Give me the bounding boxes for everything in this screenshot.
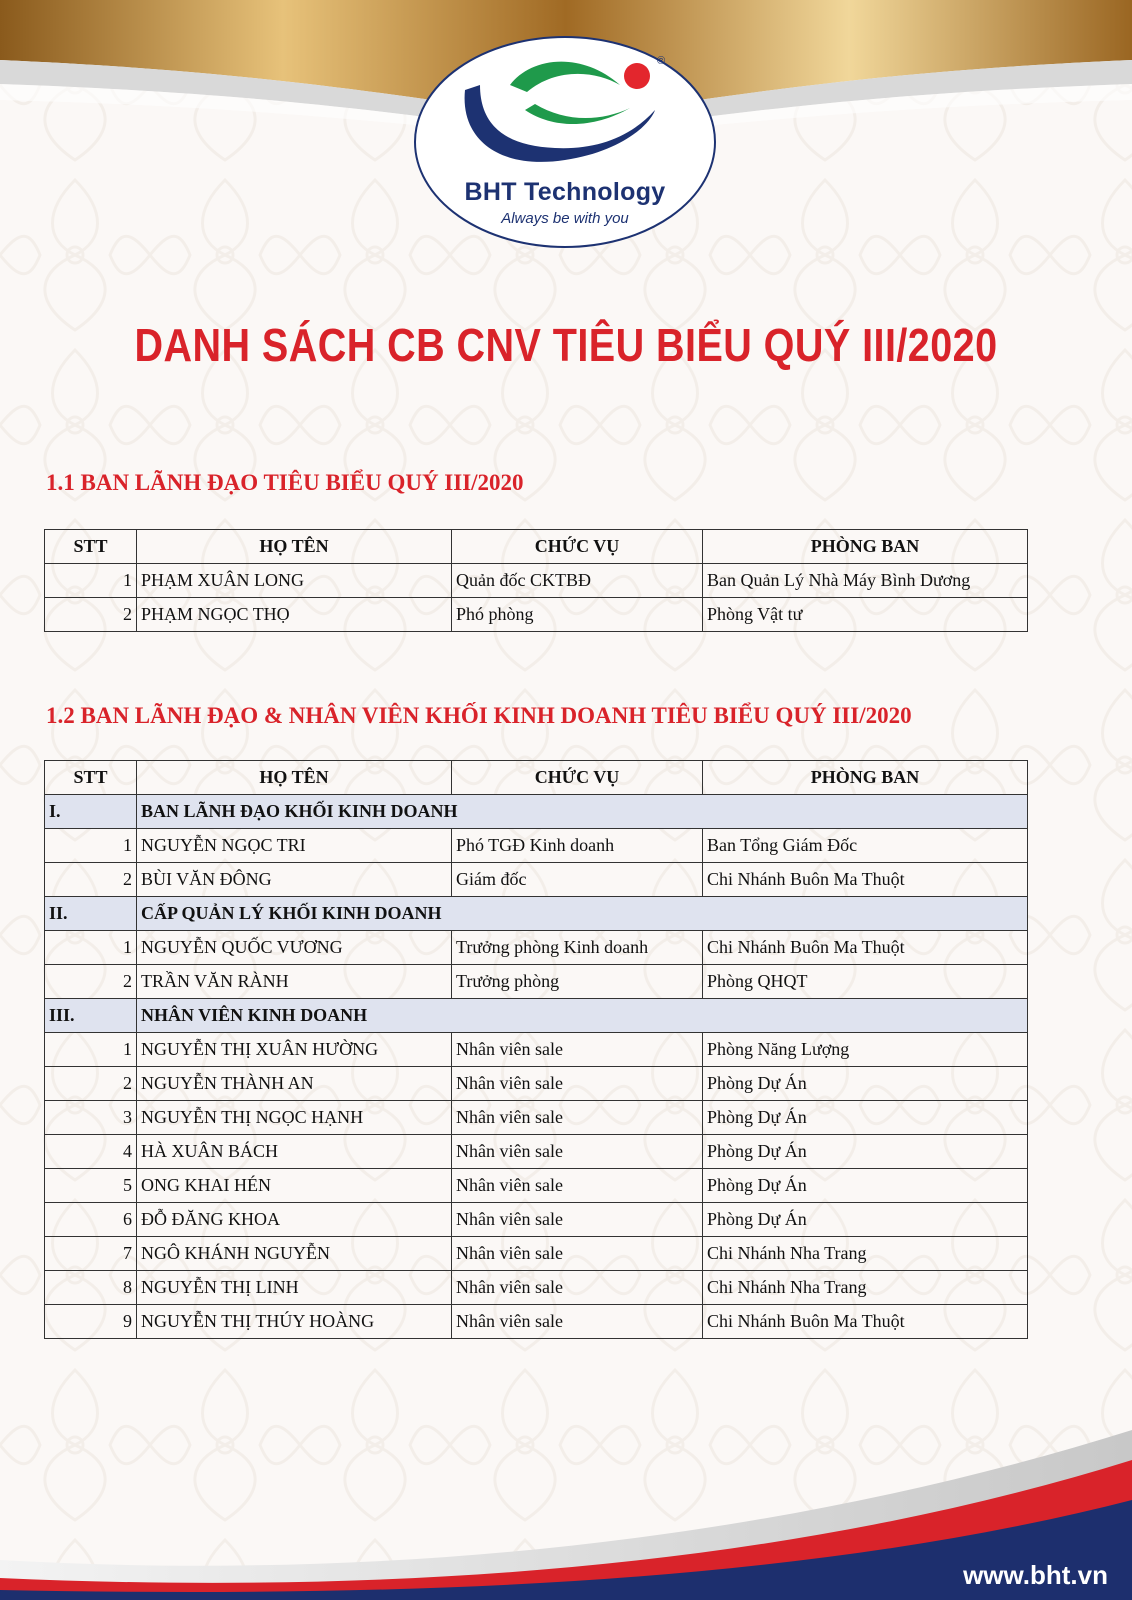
cell-dept: Phòng Dự Án bbox=[703, 1101, 1028, 1135]
cell-role: Nhân viên sale bbox=[452, 1169, 703, 1203]
group-title: CẤP QUẢN LÝ KHỐI KINH DOANH bbox=[137, 897, 1028, 931]
cell-dept: Phòng Dự Án bbox=[703, 1067, 1028, 1101]
cell-dept: Chi Nhánh Nha Trang bbox=[703, 1237, 1028, 1271]
section2-heading: 1.2 BAN LÃNH ĐẠO & NHÂN VIÊN KHỐI KINH DOANH TIÊU BIỂU QUÝ III/2020 bbox=[46, 703, 912, 728]
company-logo bbox=[405, 30, 725, 255]
cell-dept: Phòng Dự Án bbox=[703, 1203, 1028, 1237]
cell-name: TRẦN VĂN RÀNH bbox=[137, 965, 452, 999]
website-link[interactable]: www.bht.vn bbox=[963, 1560, 1108, 1590]
group-title: NHÂN VIÊN KINH DOANH bbox=[137, 999, 1028, 1033]
group-row bbox=[45, 897, 1028, 931]
cell-name: PHẠM XUÂN LONG bbox=[137, 564, 452, 598]
cell-stt: 2 bbox=[45, 965, 137, 999]
col-header-name: HỌ TÊN bbox=[137, 530, 452, 564]
cell-role: Nhân viên sale bbox=[452, 1203, 703, 1237]
table-header-row bbox=[45, 530, 1028, 564]
cell-name: NGUYỄN THÀNH AN bbox=[137, 1067, 452, 1101]
group-roman: III. bbox=[45, 999, 137, 1033]
col-header-dept: PHÒNG BAN bbox=[703, 761, 1028, 795]
cell-stt: 1 bbox=[45, 1033, 137, 1067]
cell-role: Nhân viên sale bbox=[452, 1305, 703, 1339]
cell-stt: 2 bbox=[45, 598, 137, 632]
table-row bbox=[45, 598, 1028, 632]
cell-role: Quản đốc CKTBĐ bbox=[452, 564, 703, 598]
page-title: DANH SÁCH CB CNV TIÊU BIỂU QUÝ III/2020 bbox=[134, 319, 998, 371]
table-row bbox=[45, 1101, 1028, 1135]
table-row bbox=[45, 564, 1028, 598]
cell-stt: 2 bbox=[45, 1067, 137, 1101]
logo-name: BHT Technology bbox=[464, 178, 666, 206]
cell-dept: Chi Nhánh Buôn Ma Thuột bbox=[703, 1305, 1028, 1339]
table-row bbox=[45, 829, 1028, 863]
cell-stt: 4 bbox=[45, 1135, 137, 1169]
table-row bbox=[45, 1237, 1028, 1271]
cell-stt: 5 bbox=[45, 1169, 137, 1203]
cell-name: NGUYỄN THỊ NGỌC HẠNH bbox=[137, 1101, 452, 1135]
cell-dept: Ban Quản Lý Nhà Máy Bình Dương bbox=[703, 564, 1028, 598]
table-row bbox=[45, 1067, 1028, 1101]
section1-table bbox=[44, 529, 1028, 632]
cell-role: Nhân viên sale bbox=[452, 1033, 703, 1067]
cell-stt: 8 bbox=[45, 1271, 137, 1305]
cell-role: Phó TGĐ Kinh doanh bbox=[452, 829, 703, 863]
cell-dept: Chi Nhánh Nha Trang bbox=[703, 1271, 1028, 1305]
col-header-role: CHỨC VỤ bbox=[452, 530, 703, 564]
cell-role: Trưởng phòng bbox=[452, 965, 703, 999]
table-row bbox=[45, 1305, 1028, 1339]
table-header-row bbox=[45, 761, 1028, 795]
table-row bbox=[45, 1169, 1028, 1203]
cell-stt: 9 bbox=[45, 1305, 137, 1339]
table-row bbox=[45, 863, 1028, 897]
cell-dept: Ban Tổng Giám Đốc bbox=[703, 829, 1028, 863]
cell-role: Giám đốc bbox=[452, 863, 703, 897]
cell-name: NGUYỄN THỊ THÚY HOÀNG bbox=[137, 1305, 452, 1339]
cell-name: NGUYỄN THỊ XUÂN HƯỜNG bbox=[137, 1033, 452, 1067]
group-roman: I. bbox=[45, 795, 137, 829]
cell-stt: 2 bbox=[45, 863, 137, 897]
cell-role: Nhân viên sale bbox=[452, 1237, 703, 1271]
table-row bbox=[45, 965, 1028, 999]
cell-stt: 1 bbox=[45, 931, 137, 965]
cell-stt: 7 bbox=[45, 1237, 137, 1271]
cell-dept: Phòng QHQT bbox=[703, 965, 1028, 999]
cell-stt: 1 bbox=[45, 829, 137, 863]
cell-name: ĐỖ ĐĂNG KHOA bbox=[137, 1203, 452, 1237]
table-row bbox=[45, 1203, 1028, 1237]
cell-name: NGÔ KHÁNH NGUYỄN bbox=[137, 1237, 452, 1271]
table-row bbox=[45, 1033, 1028, 1067]
cell-role: Nhân viên sale bbox=[452, 1271, 703, 1305]
section2-table bbox=[44, 760, 1028, 1339]
cell-name: NGUYỄN NGỌC TRI bbox=[137, 829, 452, 863]
cell-role: Nhân viên sale bbox=[452, 1135, 703, 1169]
cell-dept: Chi Nhánh Buôn Ma Thuột bbox=[703, 931, 1028, 965]
cell-role: Nhân viên sale bbox=[452, 1101, 703, 1135]
cell-name: NGUYỄN QUỐC VƯƠNG bbox=[137, 931, 452, 965]
logo-tagline: Always be with you bbox=[501, 210, 629, 227]
cell-dept: Phòng Dự Án bbox=[703, 1169, 1028, 1203]
table-row bbox=[45, 1135, 1028, 1169]
cell-name: NGUYỄN THỊ LINH bbox=[137, 1271, 452, 1305]
group-row bbox=[45, 999, 1028, 1033]
group-roman: II. bbox=[45, 897, 137, 931]
col-header-dept: PHÒNG BAN bbox=[703, 530, 1028, 564]
cell-dept: Chi Nhánh Buôn Ma Thuột bbox=[703, 863, 1028, 897]
cell-name: BÙI VĂN ĐÔNG bbox=[137, 863, 452, 897]
col-header-stt: STT bbox=[45, 530, 137, 564]
cell-name: PHẠM NGỌC THỌ bbox=[137, 598, 452, 632]
table-row bbox=[45, 931, 1028, 965]
col-header-name: HỌ TÊN bbox=[137, 761, 452, 795]
cell-role: Phó phòng bbox=[452, 598, 703, 632]
cell-stt: 6 bbox=[45, 1203, 137, 1237]
group-row bbox=[45, 795, 1028, 829]
col-header-stt: STT bbox=[45, 761, 137, 795]
col-header-role: CHỨC VỤ bbox=[452, 761, 703, 795]
cell-role: Nhân viên sale bbox=[452, 1067, 703, 1101]
cell-name: ONG KHAI HÉN bbox=[137, 1169, 452, 1203]
section1-heading: 1.1 BAN LÃNH ĐẠO TIÊU BIỂU QUÝ III/2020 bbox=[46, 470, 524, 495]
group-title: BAN LÃNH ĐẠO KHỐI KINH DOANH bbox=[137, 795, 1028, 829]
cell-dept: Phòng Vật tư bbox=[703, 598, 1028, 632]
table-row bbox=[45, 1271, 1028, 1305]
cell-name: HÀ XUÂN BÁCH bbox=[137, 1135, 452, 1169]
cell-dept: Phòng Năng Lượng bbox=[703, 1033, 1028, 1067]
registered-mark: ® bbox=[657, 55, 666, 67]
cell-role: Trưởng phòng Kinh doanh bbox=[452, 931, 703, 965]
cell-stt: 3 bbox=[45, 1101, 137, 1135]
cell-stt: 1 bbox=[45, 564, 137, 598]
cell-dept: Phòng Dự Án bbox=[703, 1135, 1028, 1169]
